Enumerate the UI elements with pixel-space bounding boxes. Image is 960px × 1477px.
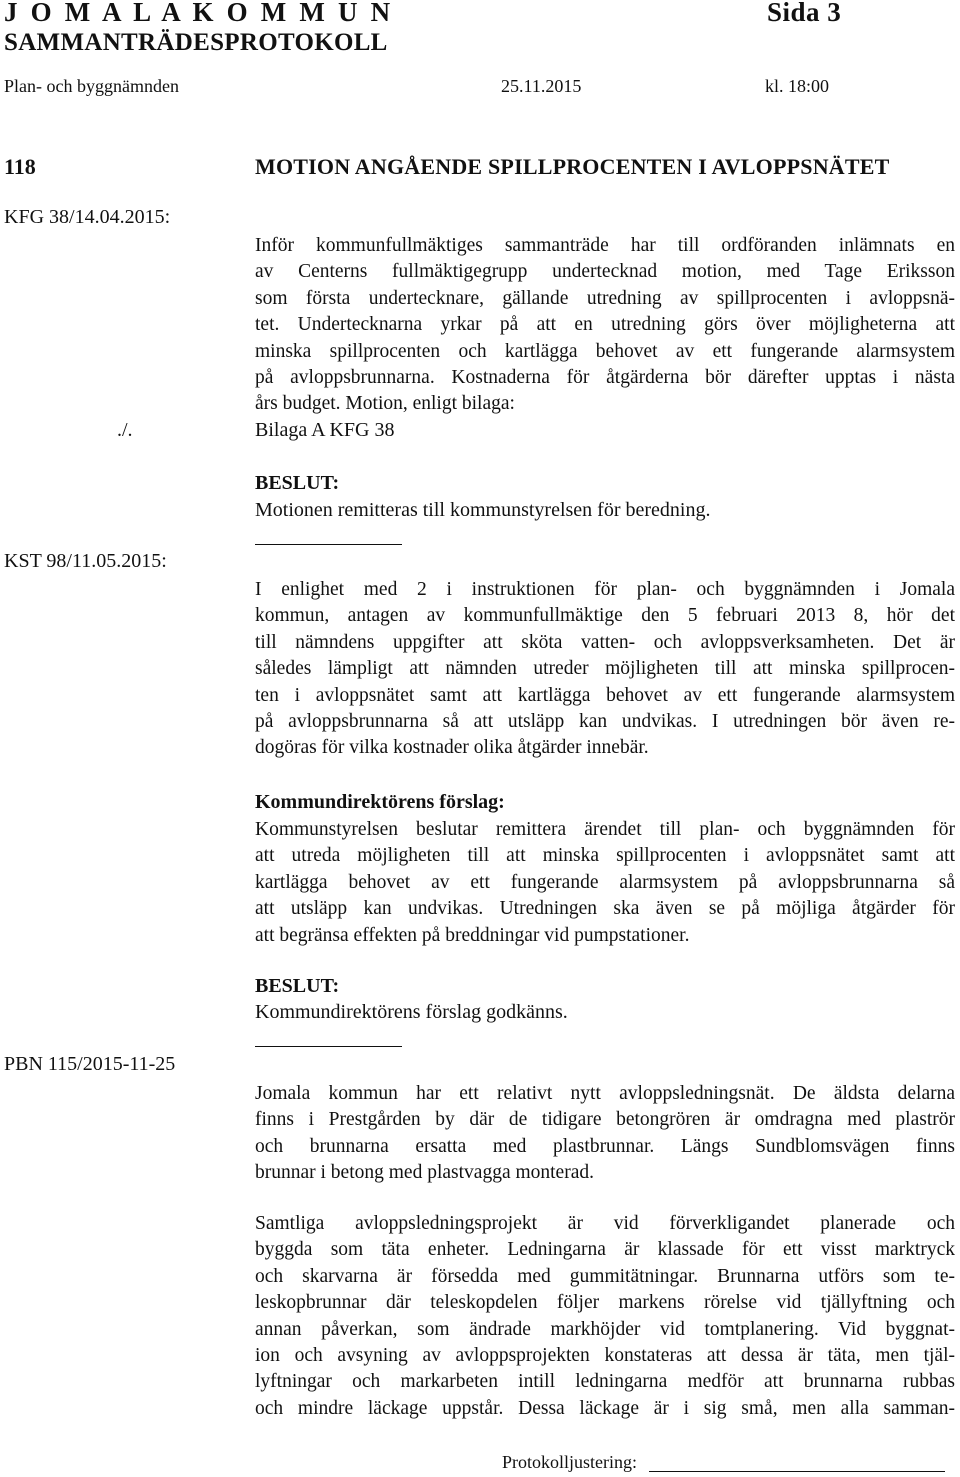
text-line: på avloppsbrunnarna så att utsläpp kan undvikas. I utredningen bör även re- bbox=[255, 711, 955, 733]
section-number-value: 118 bbox=[4, 154, 36, 179]
kst-decision-heading: BESLUT: bbox=[255, 975, 340, 997]
text-line: byggda som täta enheter. Ledningarna är klassade för ett visst marktryck bbox=[255, 1239, 955, 1261]
text-line: av Centerns fullmäktigegrupp undertecknad motion, med Tage Eriksson bbox=[255, 261, 955, 283]
text-line: som första undertecknare, gällande utredning av spillprocenten i avloppsnä- bbox=[255, 287, 955, 309]
text-line: kommun, antagen av kommunfullmäktige den 5 februari 2013 8, hör det bbox=[255, 605, 955, 627]
text-line: Jomala kommun har ett relativt nytt avloppsledningsnät. De äldsta delarna bbox=[255, 1083, 955, 1104]
pbn-paragraph-2 bbox=[255, 1211, 955, 1422]
text-line: års budget. Motion, enligt bilaga: bbox=[255, 393, 515, 415]
pbn-paragraph-1 bbox=[255, 1081, 955, 1187]
separator-line bbox=[255, 1046, 402, 1047]
protocol-title: SAMMANTRÄDESPROTOKOLL bbox=[4, 29, 388, 56]
proposal-heading: Kommundirektörens förslag: bbox=[255, 791, 505, 813]
meeting-time: kl. 18:00 bbox=[765, 76, 830, 96]
text-line: Samtliga avloppsledningsprojekt är vid förverkligandet planerade och bbox=[255, 1213, 955, 1234]
proposal-paragraph bbox=[255, 817, 955, 949]
separator-line bbox=[255, 544, 402, 545]
page-number: Sida 3 bbox=[767, 0, 842, 27]
board-name: Plan- och byggnämnden bbox=[4, 76, 179, 96]
kst-paragraph bbox=[255, 577, 955, 762]
kfg-reference: KFG 38/14.04.2015: bbox=[4, 206, 171, 228]
text-line: annan påverkan, som ändrade markhöjder vid tomtplanering. Vid byggnat- bbox=[255, 1318, 955, 1340]
kfg-paragraph bbox=[255, 233, 955, 418]
text-line: tet. Undertecknarna yrkar på att en utredning görs över möjligheterna att bbox=[255, 314, 955, 336]
attachment-marker: ./. bbox=[117, 419, 133, 441]
text-line: Inför kommunfullmäktiges sammanträde har till ordföranden inlämnats en bbox=[255, 235, 955, 256]
protocol-check-label: Protokolljustering: bbox=[502, 1452, 637, 1472]
signature-line bbox=[649, 1471, 945, 1472]
text-line: minska spillprocenten och kartlägga behovet av ett fungerande alarmsystem bbox=[255, 340, 955, 362]
text-line: leskopbrunnar där teleskopdelen följer markens rörelse vid tjällyftning och bbox=[255, 1292, 955, 1314]
text-line: dogöras för vilka kostnader olika åtgärder innebär. bbox=[255, 737, 649, 759]
text-line: kartlägga behovet av ett fungerande alarmsystem på avloppsbrunnarna så bbox=[255, 871, 955, 893]
text-line: ten i avloppsnätet samt att kartlägga behovet av ett fungerande alarmsystem bbox=[255, 684, 955, 706]
text-line: lyftningar och markarbeten intill ledningarna medför att brunnarna rubbas bbox=[255, 1371, 955, 1393]
text-line: Kommunstyrelsen beslutar remittera ärendet till plan- och byggnämnden för bbox=[255, 819, 955, 840]
text-line: till nämndens uppgifter att sköta vatten- och avloppsverksamheten. Det är bbox=[255, 631, 955, 653]
text-line: att begränsa effekten på breddningar vid pumpstationer. bbox=[255, 924, 690, 946]
kst-decision-text: Kommundirektörens förslag godkänns. bbox=[255, 1001, 568, 1023]
municipality-title: J O M A L A K O M M U N bbox=[4, 0, 394, 27]
text-line: ion och avsyning av avloppsprojekten konstateras att dessa är täta, men tjäl- bbox=[255, 1345, 955, 1367]
text-line: och skarvarna är försedda med gummitätningar. Brunnarna utförs som te- bbox=[255, 1265, 955, 1287]
meeting-date: 25.11.2015 bbox=[501, 76, 582, 96]
text-line: att utreda möjligheten till att minska spillprocenten i avloppsnätet samt att bbox=[255, 845, 955, 867]
text-line: brunnar i betong med plastvagga monterad. bbox=[255, 1162, 594, 1184]
text-line: på avloppsbrunnarna. Kostnaderna för åtgärderna bör därefter upptas i nästa bbox=[255, 367, 955, 389]
section-number bbox=[4, 154, 36, 180]
text-line: finns i Prestgården by där de tidigare betongrören är omdragna med plaströr bbox=[255, 1109, 955, 1131]
kfg-decision-heading: BESLUT: bbox=[255, 472, 340, 494]
kfg-decision-text: Motionen remitteras till kommunstyrelsen för beredning. bbox=[255, 499, 711, 521]
text-line: och brunnarna ersatta med plastbrunnar. Längs Sundblomsvägen finns bbox=[255, 1135, 955, 1157]
pbn-reference: PBN 115/2015-11-25 bbox=[4, 1053, 176, 1075]
section-title: MOTION ANGÅENDE SPILLPROCENTEN I AVLOPPSNÄTET bbox=[255, 154, 890, 179]
text-line: och mindre läckage uppstår. Dessa läckage är i sig små, men alla samman- bbox=[255, 1397, 955, 1419]
text-line: I enlighet med 2 i instruktionen för plan- och byggnämnden i Jomala bbox=[255, 579, 955, 600]
kst-reference: KST 98/11.05.2015: bbox=[4, 550, 167, 572]
text-line: således lämpligt att nämnden utreder möjligheten till att minska spillprocen- bbox=[255, 658, 955, 680]
attachment-reference: Bilaga A KFG 38 bbox=[255, 419, 395, 441]
text-line: att utsläpp kan undvikas. Utredningen ska även se på möjliga åtgärder för bbox=[255, 898, 955, 920]
